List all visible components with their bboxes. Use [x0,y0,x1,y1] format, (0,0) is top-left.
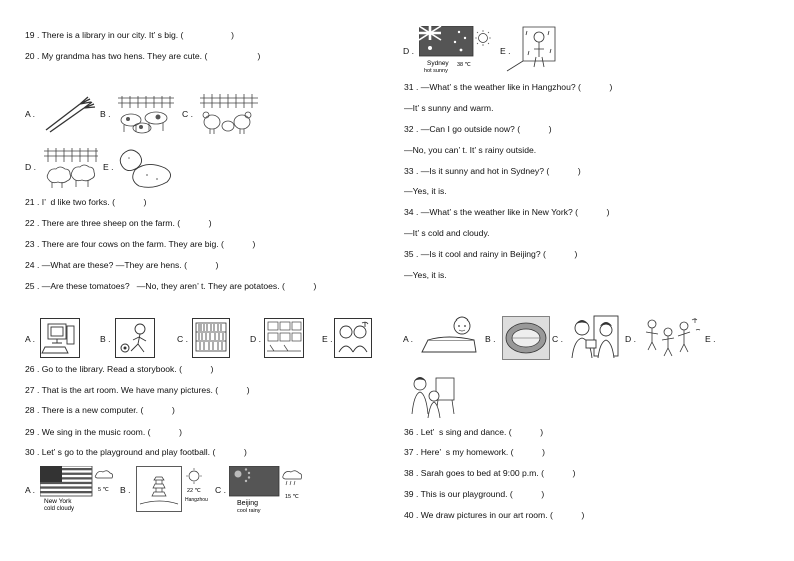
hens-image [198,92,260,136]
question-25: 25 . —Are these tomatoes? —No, they aren’ t. They are potatoes. ( ) [25,281,317,291]
question-23: 23 . There are four cows on the farm. They are big. ( ) [25,239,256,249]
option-b-label: B . [100,109,111,119]
hz-city-label: Hangzhou [185,497,208,503]
question-36: 36 . Let’ s sing and dance. ( ) [404,427,544,437]
option-a-label: A . [403,334,414,344]
option-c-label: C . [552,334,563,344]
question-31: 31 . —What’ s the weather like in Hangzhou? ( ) [404,82,613,92]
question-33: 33 . —Is it sunny and hot in Sydney? ( ) [404,166,581,176]
bj-temp-label: 15 ℃ [285,494,299,500]
option-e-label: E . [322,334,333,344]
question-20: 20 . My grandma has two hens. They are cute. ( ) [25,51,261,61]
drawing-pictures-image [408,374,458,420]
answer-32: —No, you can’ t. It’ s rainy outside. [404,145,537,155]
option-d-label: D . [403,46,414,56]
sydney-temp-label: 38 ℃ [457,62,471,68]
question-21: 21 . I’ d like two forks. ( ) [25,197,147,207]
new-york-weather-image [40,466,115,512]
option-e-label: E . [705,334,716,344]
ny-city-label: New York [44,498,72,505]
computer-image [40,318,80,358]
going-to-bed-image [418,314,480,360]
ny-temp-label: 5 ℃ [98,487,109,493]
question-30: 30 . Let’ s go to the playground and play football. ( ) [25,447,247,457]
art-room-image [264,318,304,358]
music-room-image [334,318,372,358]
option-d-label: D . [250,334,261,344]
hz-temp-label: 22 ℃ [187,488,201,494]
answer-34: —It’ s cold and cloudy. [404,228,490,238]
option-d-label: D . [25,162,36,172]
question-19: 19 . There is a library in our city. It’ s big. ( ) [25,30,235,40]
library-image [192,318,230,358]
sing-and-dance-image [640,314,702,364]
answer-33: —Yes, it is. [404,186,447,196]
answer-31: —It’ s sunny and warm. [404,103,494,113]
question-40: 40 . We draw pictures in our art room. ( ) [404,510,585,520]
ny-weather-label: cold cloudy [44,506,75,512]
option-a-label: A . [25,485,36,495]
sydney-city-label: Sydney [427,60,449,67]
forks-image [42,94,97,134]
question-32: 32 . —Can I go outside now? ( ) [404,124,552,134]
option-b-label: B . [485,334,496,344]
cows-image [116,94,176,136]
option-c-label: C . [177,334,188,344]
question-28: 28 . There is a new computer. ( ) [25,405,175,415]
question-38: 38 . Sarah goes to bed at 9:00 p.m. ( ) [404,468,576,478]
option-c-label: C . [182,109,193,119]
option-a-label: A . [25,334,36,344]
potatoes-image [115,144,175,190]
question-26: 26 . Go to the library. Read a storybook. ( ) [25,364,214,374]
option-c-label: C . [215,485,226,495]
option-a-label: A . [25,109,36,119]
playground-image [502,316,550,360]
homework-image [568,314,622,364]
question-35: 35 . —Is it cool and rainy in Beijing? ( ) [404,249,578,259]
option-e-label: E . [500,46,511,56]
football-image [115,318,155,358]
option-b-label: B . [120,485,131,495]
sheep-image [42,146,100,190]
bj-city-label: Beijing [237,500,259,507]
question-22: 22 . There are three sheep on the farm. ( ) [25,218,212,228]
question-39: 39 . This is our playground. ( ) [404,489,545,499]
answer-35: —Yes, it is. [404,270,447,280]
question-37: 37 . Here’ s my homework. ( ) [404,447,546,457]
bj-weather-label: cool rainy [237,508,261,514]
option-b-label: B . [100,334,111,344]
beijing-weather-image [229,466,309,514]
sydney-weather-image [419,26,494,74]
option-e-label: E . [103,162,114,172]
sydney-weather-label: hot sunny [424,68,448,74]
hangzhou-weather-image [136,466,216,512]
window-rainy-image [505,25,557,75]
question-24: 24 . —What are these? —They are hens. ( ) [25,260,219,270]
option-d-label: D . [625,334,636,344]
question-29: 29 . We sing in the music room. ( ) [25,427,182,437]
question-27: 27 . That is the art room. We have many pictures. ( ) [25,385,250,395]
question-34: 34 . —What’ s the weather like in New York? ( ) [404,207,610,217]
